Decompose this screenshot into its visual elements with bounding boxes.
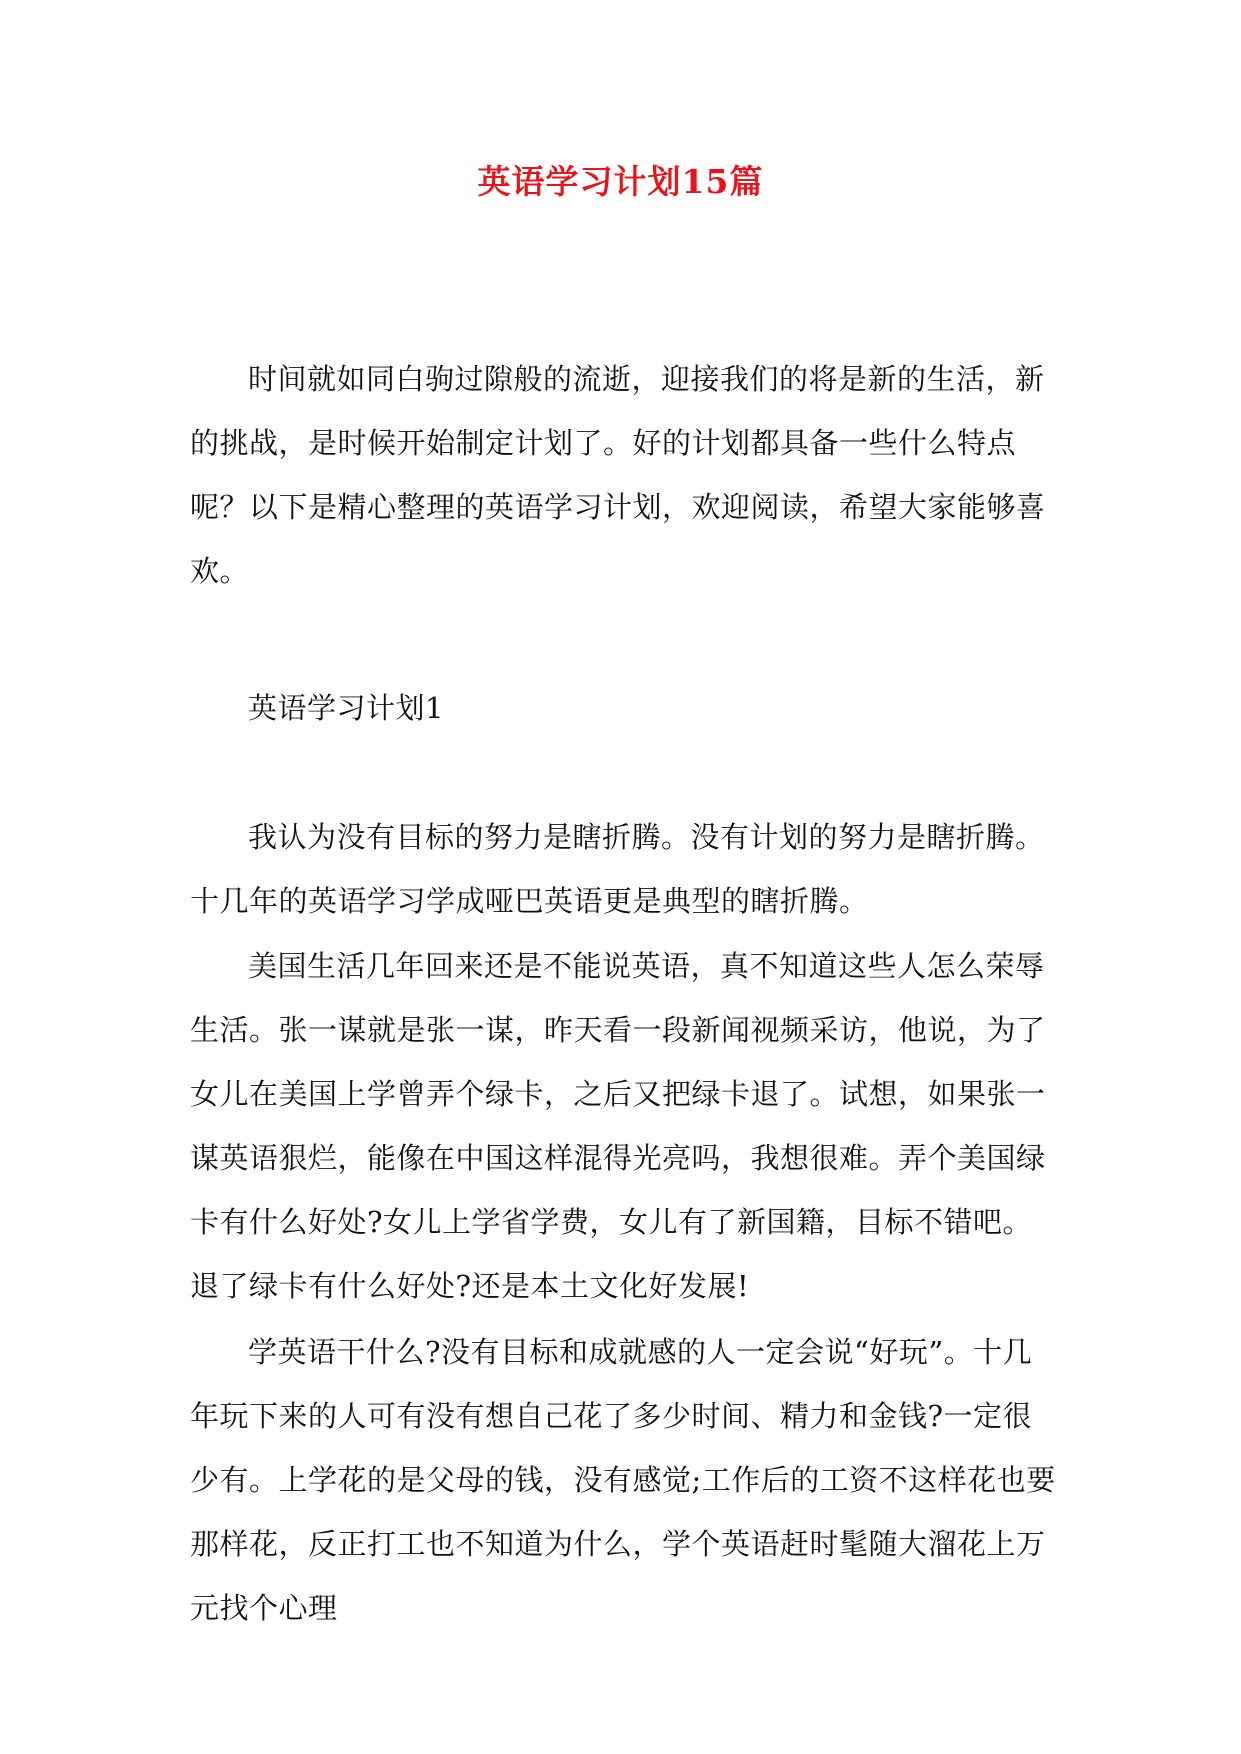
body-paragraph: 我认为没有目标的努力是瞎折腾。没有计划的努力是瞎折腾。十几年的英语学习学成哑巴英语更是典型的瞎折腾。 bbox=[190, 820, 1045, 918]
body-paragraph: 美国生活几年回来还是不能说英语，真不知道这些人怎么荣辱生活。张一谋就是张一谋，昨天看一段新闻视频采访，他说，为了女儿在美国上学曾弄个绿卡，之后又把绿卡退了。试想，如果张一谋英语狠烂，能像在中国这样混得光亮吗，我想很难。弄个美国绿卡有什么好处?女儿上学省学费，女儿有了新国籍，目标不错吧。退了绿卡有什么好处?还是本土文化好发展! bbox=[190, 949, 1046, 1303]
document-title: 英语学习计划15篇 bbox=[477, 162, 764, 201]
section-heading: 英语学习计划1 bbox=[248, 691, 444, 725]
intro-paragraph: 时间就如同白驹过隙般的流逝，迎接我们的将是新的生活，新的挑战，是时候开始制定计划了。好的计划都具备一些什么特点呢？以下是精心整理的英语学习计划，欢迎阅读，希望大家能够喜欢。 bbox=[190, 362, 1046, 588]
body-paragraph: 学英语干什么?没有目标和成就感的人一定会说“好玩”。十几年玩下来的人可有没有想自己花了多少时间、精力和金钱?一定很少有。上学花的是父母的钱，没有感觉;工作后的工资不这样花也要那样花，反正打工也不知道为什么，学个英语赶时髦随大溜花上万元找个心理 bbox=[190, 1335, 1056, 1625]
